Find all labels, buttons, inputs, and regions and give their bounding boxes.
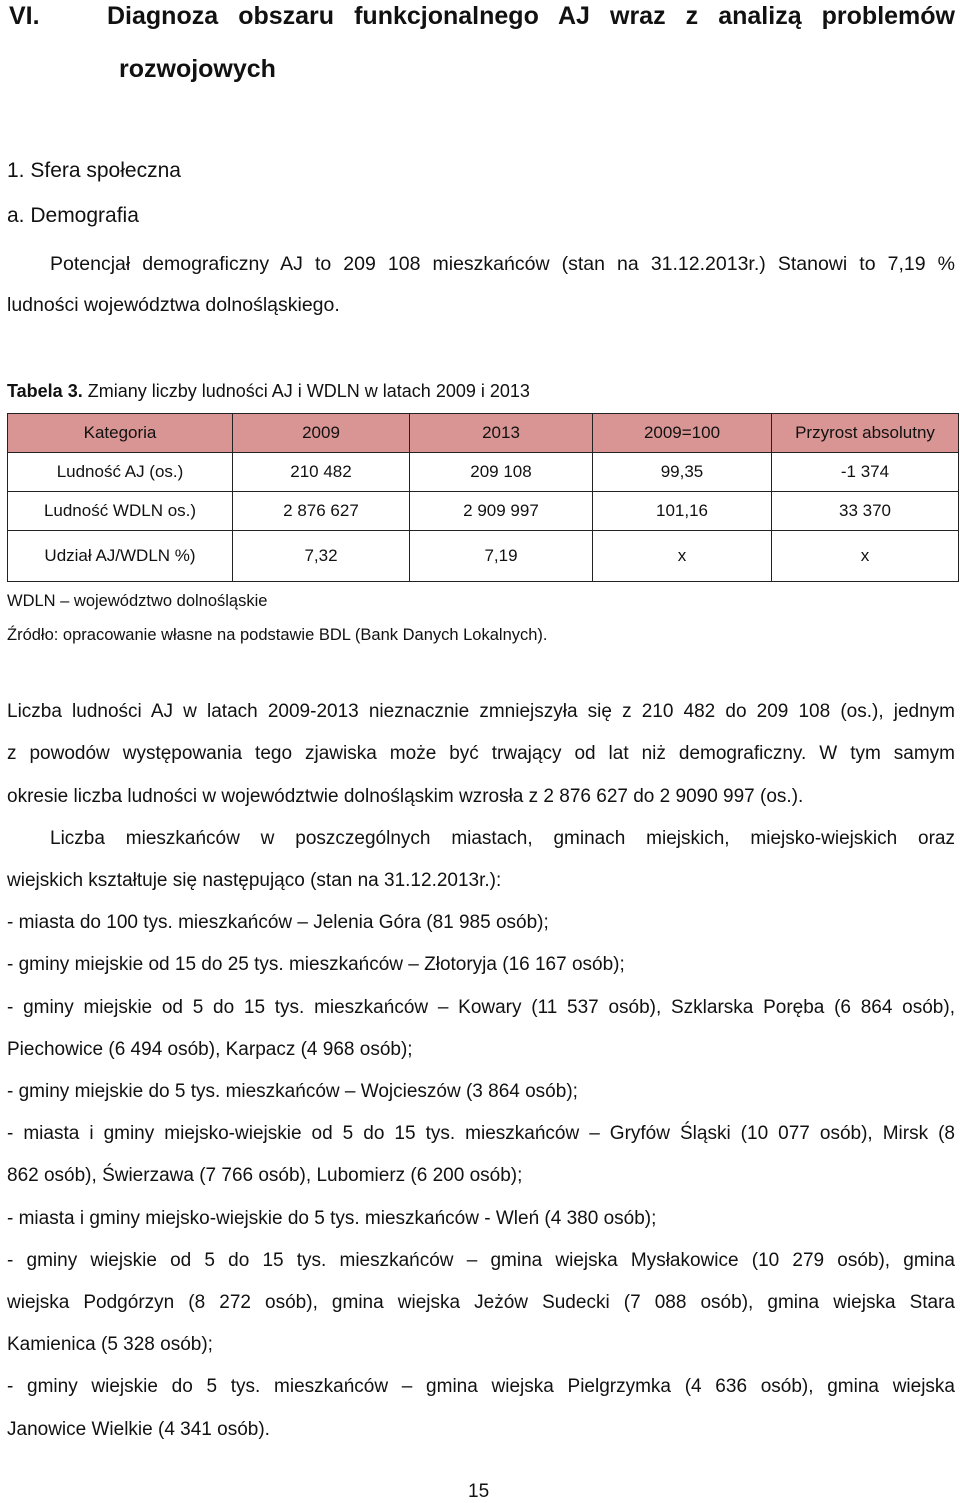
body-line: Liczba ludności AJ w latach 2009-2013 nieznacznie zmniejszyła się z 210 482 do 209 108 (os.), jednym (7, 701, 955, 722)
cell: 2 909 997 (410, 492, 593, 531)
cell: 7,32 (233, 531, 410, 582)
list-item: - gminy wiejskie do 5 tys. mieszkańców – gmina wiejska Pielgrzymka (4 636 osób), gmina wiejska (7, 1376, 955, 1397)
chapter-title-line1: Diagnoza obszaru funkcjonalnego AJ wraz z analizą problemów (107, 2, 955, 30)
chapter-title-line2: rozwojowych (119, 55, 276, 83)
header-2009: 2009 (233, 414, 410, 453)
list-item: wiejska Podgórzyn (8 272 osób), gmina wiejska Jeżów Sudecki (7 088 osób), gmina wiejska Stara (7, 1292, 955, 1313)
page-number: 15 (468, 1481, 490, 1502)
subsection-heading: a. Demografia (7, 204, 139, 227)
table-caption-label: Tabela 3. (7, 381, 83, 401)
cell: Ludność AJ (os.) (8, 453, 233, 492)
section-heading: 1. Sfera społeczna (7, 159, 181, 182)
cell: Udział AJ/WDLN %) (8, 531, 233, 582)
list-item: Janowice Wielkie (4 341 osób). (7, 1419, 270, 1440)
list-item: - miasta i gminy miejsko-wiejskie od 5 do 15 tys. mieszkańców – Gryfów Śląski (10 077 osób), Mirsk (8 (7, 1123, 955, 1144)
cell: 209 108 (410, 453, 593, 492)
cell: x (772, 531, 959, 582)
header-2013: 2013 (410, 414, 593, 453)
list-item: 862 osób), Świerzawa (7 766 osób), Lubomierz (6 200 osób); (7, 1165, 523, 1186)
intro-line2: ludności województwa dolnośląskiego. (7, 294, 340, 316)
list-item: Piechowice (6 494 osób), Karpacz (4 968 osób); (7, 1039, 413, 1060)
header-growth: Przyrost absolutny (772, 414, 959, 453)
cell: Ludność WDLN os.) (8, 492, 233, 531)
header-category: Kategoria (8, 414, 233, 453)
table-caption-text: Zmiany liczby ludności AJ i WDLN w latach 2009 i 2013 (82, 381, 530, 401)
header-index: 2009=100 (593, 414, 772, 453)
list-item: - gminy miejskie od 15 do 25 tys. mieszkańców – Złotoryja (16 167 osób); (7, 954, 625, 975)
table-header-row (8, 414, 959, 453)
table-row (8, 531, 959, 582)
table-note: WDLN – województwo dolnośląskie (7, 592, 268, 610)
list-item: - gminy miejskie od 5 do 15 tys. mieszkańców – Kowary (11 537 osób), Szklarska Poręba (6 864 osób), (7, 997, 955, 1018)
body-line: z powodów występowania tego zjawiska może być trwający od lat niż demograficzny. W tym samym (7, 743, 955, 764)
list-item: - gminy wiejskie od 5 do 15 tys. mieszkańców – gmina wiejska Mysłakowice (10 279 osób), gmina (7, 1250, 955, 1271)
cell: 33 370 (772, 492, 959, 531)
population-table (7, 413, 959, 582)
table-row (8, 492, 959, 531)
list-item: - gminy miejskie do 5 tys. mieszkańców – Wojcieszów (3 864 osób); (7, 1081, 578, 1102)
table-row (8, 453, 959, 492)
cell: 7,19 (410, 531, 593, 582)
cell: 210 482 (233, 453, 410, 492)
chapter-number: VI. (9, 2, 40, 30)
list-item: - miasta i gminy miejsko-wiejskie do 5 tys. mieszkańców - Wleń (4 380 osób); (7, 1208, 657, 1229)
cell: 2 876 627 (233, 492, 410, 531)
table-source: Źródło: opracowanie własne na podstawie BDL (Bank Danych Lokalnych). (7, 626, 548, 644)
table-caption (7, 381, 530, 402)
body-line: okresie liczba ludności w województwie dolnośląskim wzrosła z 2 876 627 do 2 9090 997 (os.). (7, 786, 804, 807)
body-line: Liczba mieszkańców w poszczególnych miastach, gminach miejskich, miejsko-wiejskich oraz (50, 828, 955, 849)
cell: -1 374 (772, 453, 959, 492)
intro-line1: Potencjał demograficzny AJ to 209 108 mieszkańców (stan na 31.12.2013r.) Stanowi to 7,19 % (50, 253, 955, 275)
cell: 101,16 (593, 492, 772, 531)
list-item: Kamienica (5 328 osób); (7, 1334, 213, 1355)
body-line: wiejskich kształtuje się następująco (stan na 31.12.2013r.): (7, 870, 502, 891)
cell: 99,35 (593, 453, 772, 492)
cell: x (593, 531, 772, 582)
list-item: - miasta do 100 tys. mieszkańców – Jelenia Góra (81 985 osób); (7, 912, 549, 933)
